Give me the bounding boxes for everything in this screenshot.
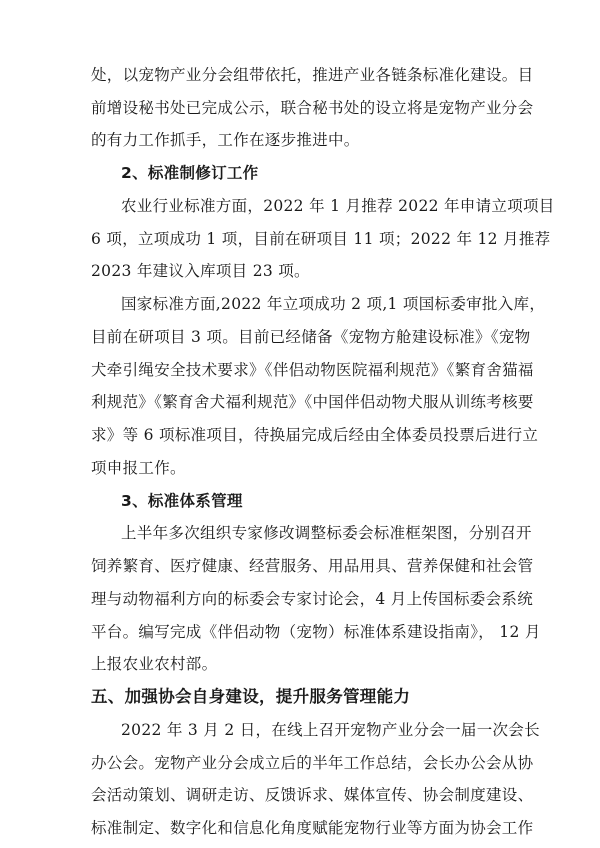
paragraph-line: 求》等 6 项标准项目，待换届完成后经由全体委员投票后进行立 <box>91 426 539 444</box>
paragraph-line: 项申报工作。 <box>91 459 186 477</box>
paragraph-line: 利规范》《繁育舍犬福利规范》《中国伴侣动物犬服从训练考核要 <box>91 393 534 411</box>
paragraph-line: 会活动策划、调研走访、反馈诉求、媒体宣传、协会制度建设、 <box>91 786 534 804</box>
paragraph-line: 2023 年建议入库项目 23 项。 <box>91 262 310 280</box>
paragraph-line: 办公会。宠物产业分会成立后的半年工作总结，会长办公会从协 <box>91 754 534 772</box>
section-heading: 五、加强协会自身建设，提升服务管理能力 <box>91 687 411 706</box>
paragraph-line: 的有力工作抓手，工作在逐步推进中。 <box>91 131 360 149</box>
subsection-heading: 3、标准体系管理 <box>121 492 243 510</box>
paragraph-line: 犬牵引绳安全技术要求》《伴侣动物医院福利规范》《繁育舍猫福 <box>91 361 534 379</box>
paragraph-line: 处，以宠物产业分会组带依托，推进产业各链条标准化建设。目 <box>91 66 534 84</box>
paragraph-line: 6 项，立项成功 1 项，目前在研项目 11 项；2022 年 12 月推荐 <box>91 230 551 248</box>
paragraph-line: 理与动物福利方向的标委会专家讨论会，4 月上传国标委会系统 <box>91 590 533 608</box>
paragraph-line: 饲养繁育、医疗健康、经营服务、用品用具、营养保健和社会管 <box>91 557 534 575</box>
paragraph-line: 平台。编写完成《伴侣动物（宠物）标准体系建设指南》， 12 月 <box>91 623 541 641</box>
paragraph-line: 目前在研项目 3 项。目前已经储备《宠物方舱建设标准》《宠物 <box>91 328 531 346</box>
paragraph-line: 上报农业农村部。 <box>91 655 218 673</box>
paragraph-line: 国家标准方面,2022 年立项成功 2 项,1 项国标委审批入库， <box>121 295 546 313</box>
paragraph-line: 上半年多次组织专家修改调整标委会标准框架图，分别召开 <box>121 524 532 542</box>
paragraph-line: 前增设秘书处已完成公示，联合秘书处的设立将是宠物产业分会 <box>91 99 534 117</box>
subsection-heading: 2、标准制修订工作 <box>121 164 259 182</box>
paragraph-line: 2022 年 3 月 2 日，在线上召开宠物产业分会一届一次会长 <box>121 721 540 739</box>
paragraph-line: 农业行业标准方面，2022 年 1 月推荐 2022 年申请立项项目 <box>121 197 555 215</box>
paragraph-line: 标准制定、数字化和信息化角度赋能宠物行业等方面为协会工作 <box>91 819 534 837</box>
